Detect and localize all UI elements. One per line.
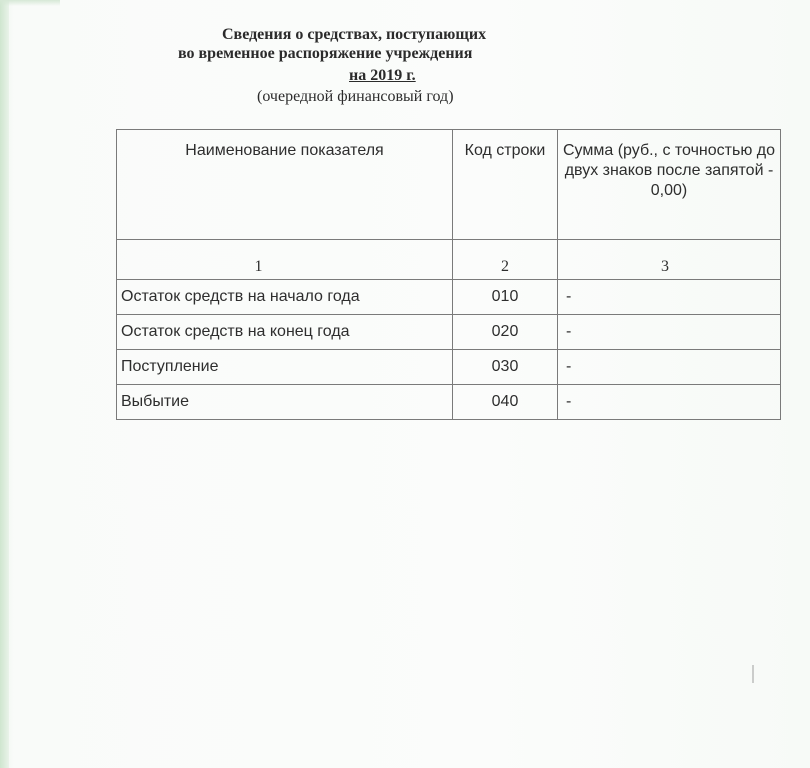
row-amount: - bbox=[558, 280, 781, 315]
row-name: Поступление bbox=[117, 350, 453, 385]
document-title-line-2: во временное распоряжение учреждения bbox=[178, 45, 473, 62]
column-number: 2 bbox=[453, 240, 558, 280]
table-row bbox=[117, 280, 781, 315]
column-number-row bbox=[117, 240, 781, 280]
document-subtitle: (очередной финансовый год) bbox=[257, 88, 454, 105]
column-number: 3 bbox=[558, 240, 781, 280]
scan-artifact-mark bbox=[752, 665, 754, 683]
table-row bbox=[117, 350, 781, 385]
row-name: Остаток средств на конец года bbox=[117, 315, 453, 350]
table-row bbox=[117, 385, 781, 420]
header-row-code: Код строки bbox=[453, 130, 558, 240]
row-amount: - bbox=[558, 350, 781, 385]
row-code: 030 bbox=[453, 350, 558, 385]
funds-table bbox=[116, 129, 781, 420]
document-title-line-1: Сведения о средствах, поступающих bbox=[222, 26, 487, 43]
table-header-row bbox=[117, 130, 781, 240]
row-amount: - bbox=[558, 385, 781, 420]
row-code: 010 bbox=[453, 280, 558, 315]
header-amount: Сумма (руб., с точностью до двух знаков после запятой - 0,00) bbox=[558, 130, 781, 240]
row-code: 020 bbox=[453, 315, 558, 350]
scan-corner-shadow bbox=[0, 0, 60, 6]
document-title-year: на 2019 г. bbox=[349, 67, 416, 84]
row-name: Остаток средств на начало года bbox=[117, 280, 453, 315]
scan-edge-shadow bbox=[0, 0, 9, 768]
row-amount: - bbox=[558, 315, 781, 350]
column-number: 1 bbox=[117, 240, 453, 280]
table-row bbox=[117, 315, 781, 350]
row-name: Выбытие bbox=[117, 385, 453, 420]
header-indicator-name: Наименование показателя bbox=[117, 130, 453, 240]
row-code: 040 bbox=[453, 385, 558, 420]
